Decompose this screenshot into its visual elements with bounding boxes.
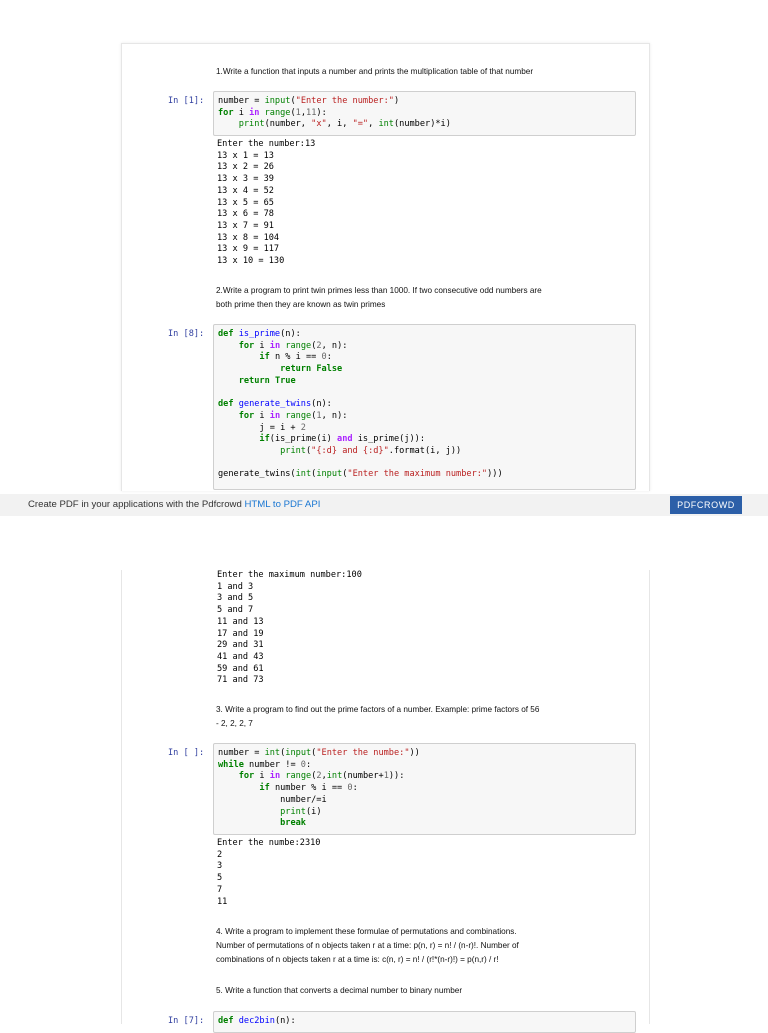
code-cell-7-source: def dec2bin(n): [218,1016,296,1026]
cell-1-prompt: In [1]: [168,96,205,106]
code-cell-8[interactable] [213,324,636,490]
question-3-line-1: 3. Write a program to find out the prime factors of a number. Example: prime factors of 56 [216,705,540,714]
code-cell-blank-source: number = int(input("Enter the numbe:")) while number != 0: for i in range(2,int(number+1)): if number % i == 0: number/=i print(i) break [218,748,420,829]
code-cell-blank[interactable] [213,743,636,835]
pdfcrowd-banner [0,494,768,516]
pdf-page-1 [121,43,650,491]
cell-blank-prompt: In [ ]: [168,748,205,758]
question-2-line-2: both prime then they are known as twin primes [216,300,386,309]
pdfcrowd-logo-button[interactable]: PDFCROWD [670,496,742,514]
cell-blank-output: Enter the numbe:2310 2 3 5 7 11 [217,838,321,907]
code-cell-8-source: def is_prime(n): for i in range(2, n): if n % i == 0: return False return True def generate_twins(n): for i in range(1, n): j = i + 2 if(is_prime(i) and is_prime(j)): print("{:d} and {:d}".format(i, j)) generate_twins(int(input("Enter the maximum number:"))) [218,329,503,480]
question-4-line-3: combinations of n objects taken r at a time is: c(n, r) = n! / (r!*(n-r)!) = p(n,r) / r! [216,955,499,964]
code-cell-7[interactable] [213,1011,636,1033]
question-5-text: 5. Write a function that converts a decimal number to binary number [216,986,463,995]
code-cell-1-source: number = input("Enter the number:") for i in range(1,11): print(number, "x", i, "=", int(number)*i) [218,96,451,130]
banner-text: Create PDF in your applications with the Pdfcrowd HTML to PDF API [28,499,321,510]
question-4-line-1: 4. Write a program to implement these formulae of permutations and combinations. [216,927,517,936]
cell-7-prompt: In [7]: [168,1016,205,1026]
question-2-line-1: 2.Write a program to print twin primes less than 1000. If two consecutive odd numbers are [216,286,542,295]
question-3-line-2: - 2, 2, 2, 7 [216,719,253,728]
cell-8-output: Enter the maximum number:100 1 and 3 3 and 5 5 and 7 11 and 13 17 and 19 29 and 31 41 and 43 59 and 61 71 and 73 [217,570,362,686]
cell-8-prompt: In [8]: [168,329,205,339]
pdf-page-2 [121,570,650,1024]
code-cell-1[interactable] [213,91,636,136]
question-4-line-2: Number of permutations of n objects taken r at a time: p(n, r) = n! / (n-r)!. Number of [216,941,519,950]
html-to-pdf-api-link[interactable]: HTML to PDF API [244,499,321,510]
question-1-text: 1.Write a function that inputs a number and prints the multiplication table of that number [216,67,534,76]
cell-1-output: Enter the number:13 13 x 1 = 13 13 x 2 = 26 13 x 3 = 39 13 x 4 = 52 13 x 5 = 65 13 x 6 = 78 13 x 7 = 91 13 x 8 = 104 13 x 9 = 117 13 x 10 = 130 [217,139,316,267]
